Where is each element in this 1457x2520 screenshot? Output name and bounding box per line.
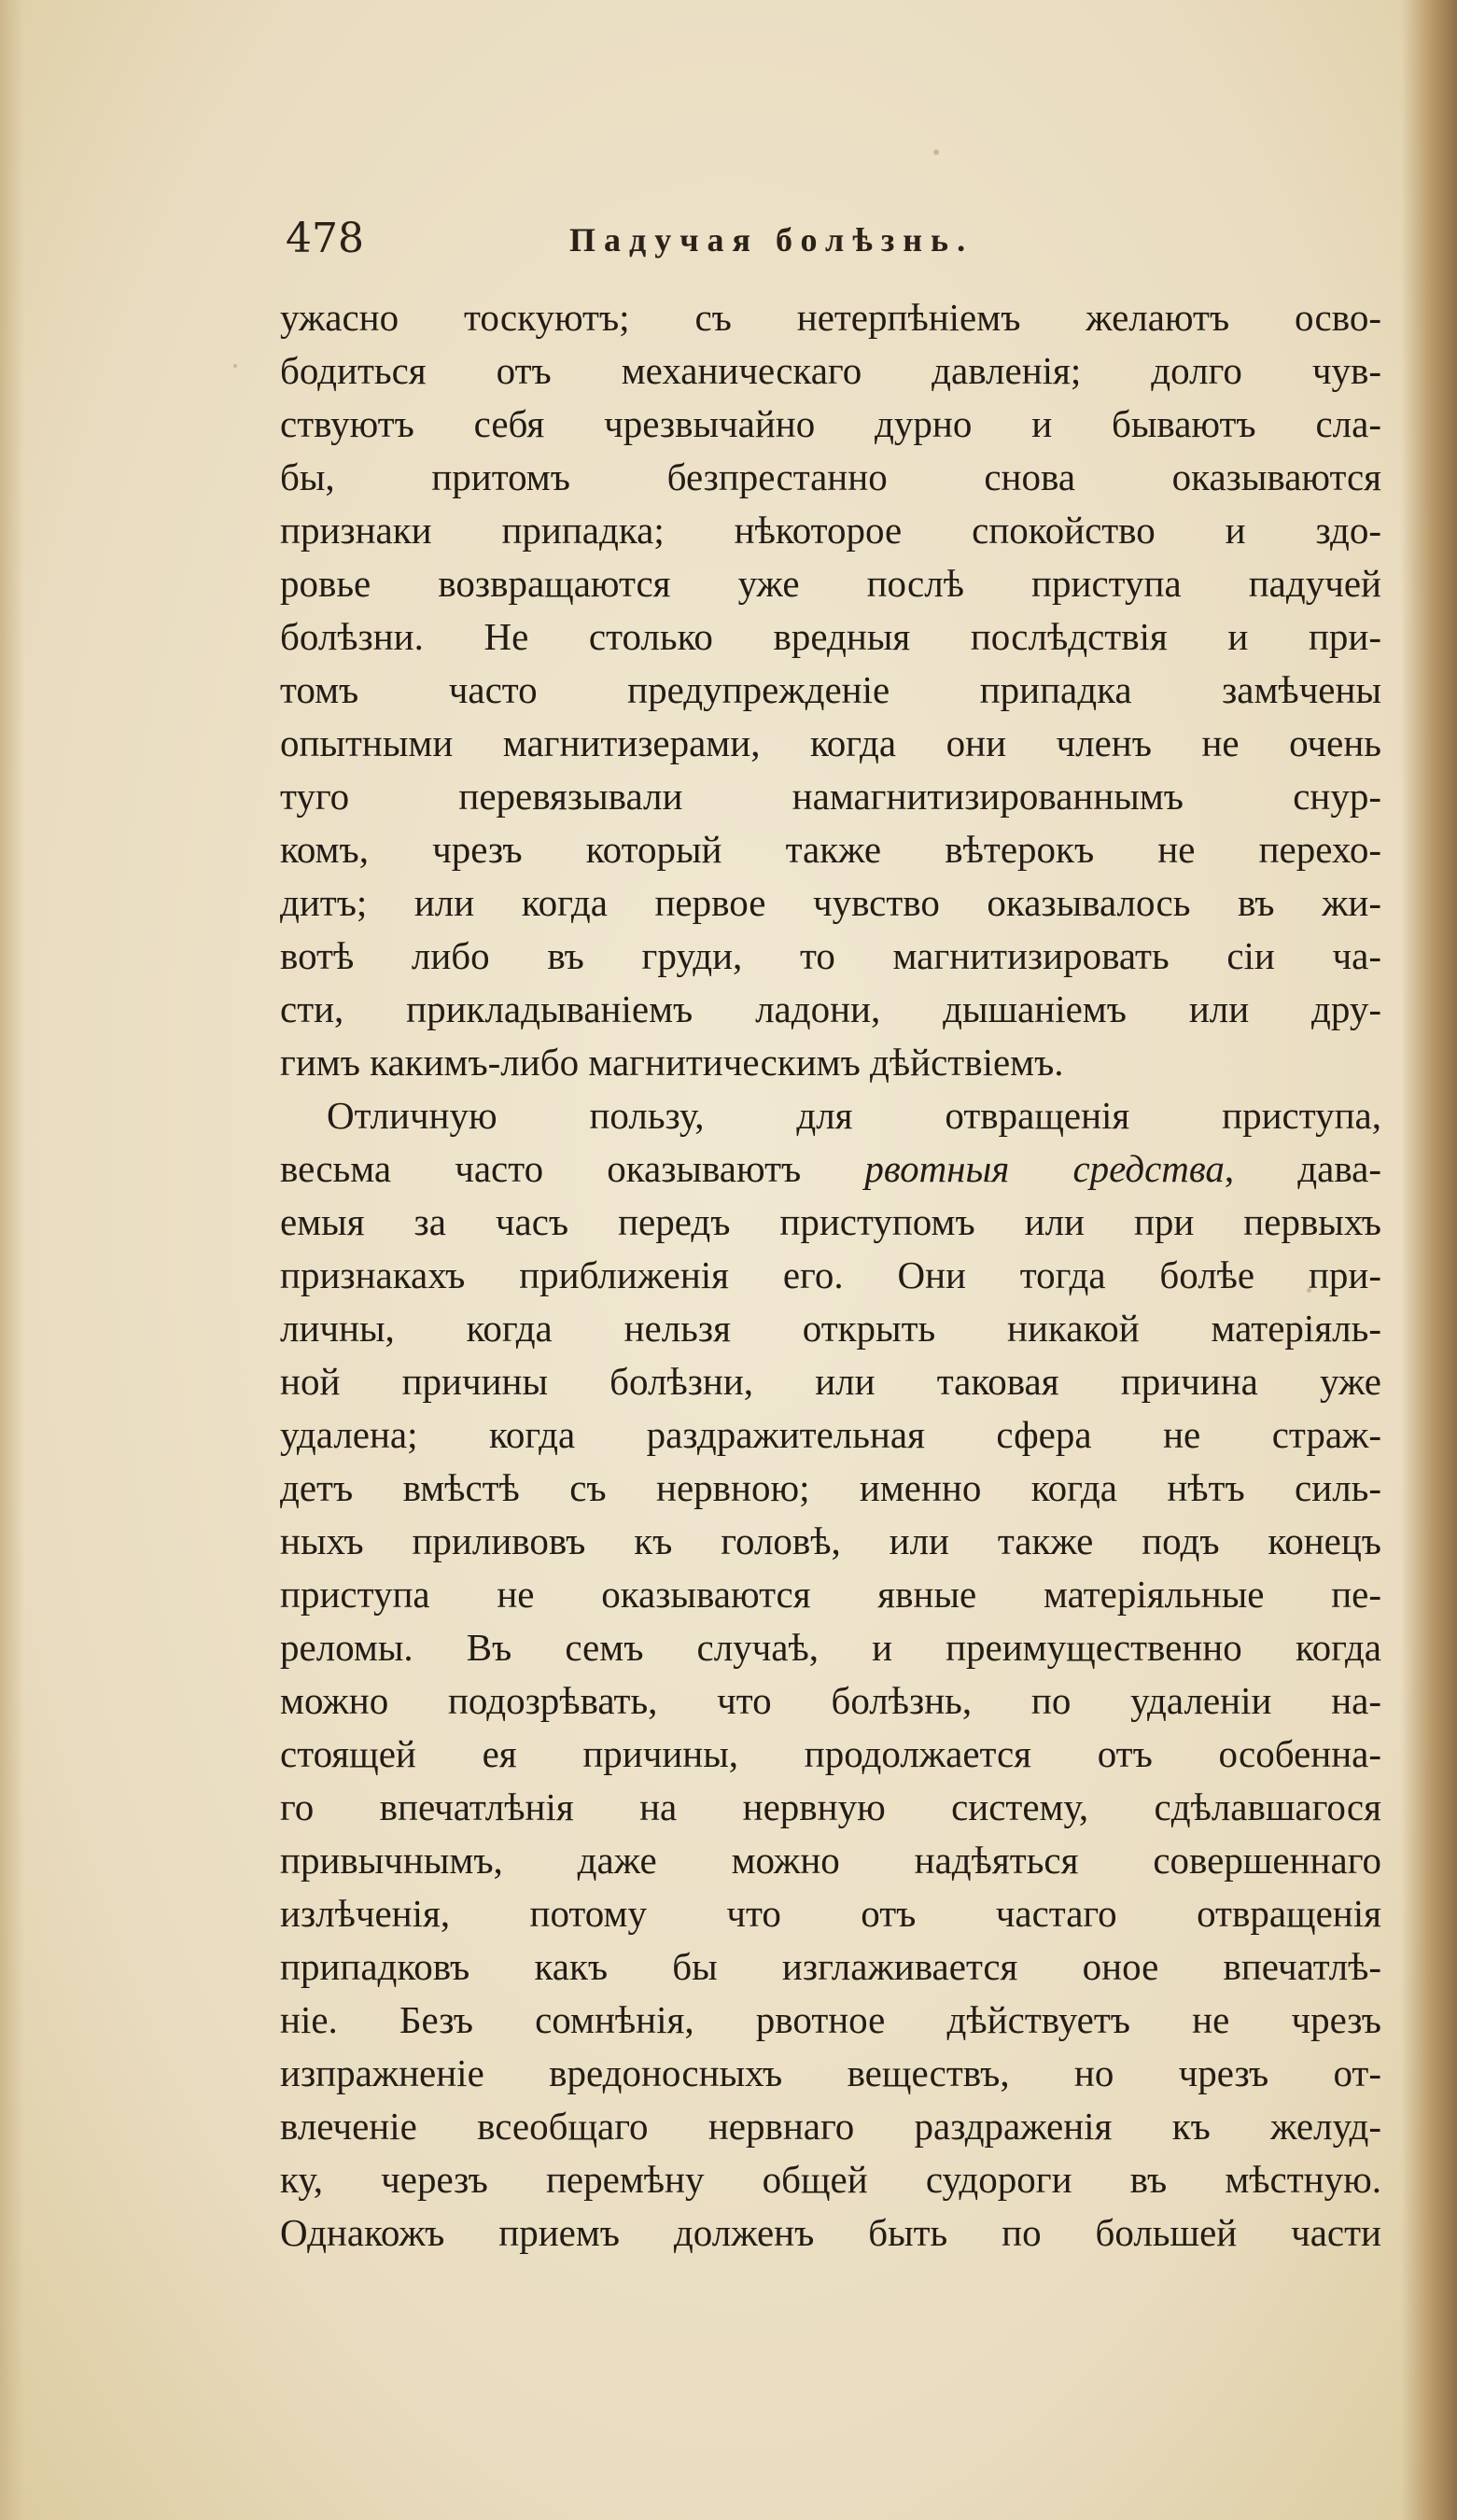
text-line: ныхъ приливовъ къ головѣ, или также подъ конецъ <box>280 1519 1381 1562</box>
text-line: Отличную пользу, для отвращенія приступа, <box>327 1094 1381 1137</box>
text-line: гимъ какимъ-либо магнитическимъ дѣйствіемъ. <box>280 1041 1064 1084</box>
text-line: детъ вмѣстѣ съ нервною; именно когда нѣтъ силь- <box>280 1466 1381 1509</box>
text-line: ствуютъ себя чрезвычайно дурно и бываютъ сла- <box>280 402 1381 445</box>
text-line: признаки припадка; нѣкоторое спокойство и здо- <box>280 509 1381 552</box>
text-line: туго перевязывали намагнитизированнымъ снур- <box>280 775 1381 818</box>
text-line: признакахъ приближенія его. Они тогда болѣе при- <box>280 1253 1381 1296</box>
text-line: личны, когда нельзя открыть никакой матеріяль- <box>280 1307 1381 1350</box>
text-line: приступа не оказываются явные матеріяльные пе- <box>280 1573 1381 1616</box>
text-line: влеченіе всеобщаго нервнаго раздраженія къ желуд- <box>280 2105 1381 2148</box>
text-line <box>280 1142 1381 1196</box>
text-line: опытными магнитизерами, когда они членъ не очень <box>280 721 1381 764</box>
body-text <box>280 291 1381 2260</box>
text-line: излѣченія, потому что отъ частаго отвращенія <box>280 1892 1381 1935</box>
text-line: дитъ; или когда первое чувство оказывалось въ жи- <box>280 881 1381 924</box>
text-line: го впечатлѣнія на нервную систему, сдѣлавшагося <box>280 1785 1381 1828</box>
text-line: емыя за часъ передъ приступомъ или при первыхъ <box>280 1200 1381 1243</box>
text-line: ку, черезъ перемѣну общей судороги въ мѣстную. <box>280 2158 1381 2201</box>
text-line: вотѣ либо въ груди, то магнитизировать сіи ча- <box>280 934 1381 977</box>
page-header <box>280 207 1381 273</box>
text-fragment: весьма часто оказываютъ <box>280 1147 865 1190</box>
text-line: болѣзни. Не столько вредныя послѣдствія и при- <box>280 615 1381 658</box>
text-line: сти, прикладываніемъ ладони, дышаніемъ или дру- <box>280 987 1381 1030</box>
page-right-edge <box>1401 0 1457 2520</box>
text-line: ніе. Безъ сомнѣнія, рвотное дѣйствуетъ не чрезъ <box>280 1998 1381 2041</box>
text-line: ровье возвращаются уже послѣ приступа падучей <box>280 562 1381 605</box>
text-line: ужасно тоскуютъ; съ нетерпѣніемъ желаютъ осво- <box>280 296 1381 339</box>
page-number: 478 <box>286 215 364 262</box>
paper-speck <box>233 364 237 368</box>
paragraph-2 <box>280 1089 1381 2260</box>
text-line: можно подозрѣвать, что болѣзнь, по удаленіи на- <box>280 1679 1381 1722</box>
text-line: припадковъ какъ бы изглаживается оное впечатлѣ- <box>280 1945 1381 1988</box>
paragraph-1 <box>280 291 1381 1089</box>
text-line: удалена; когда раздражительная сфера не страж- <box>280 1413 1381 1456</box>
text-line: привычнымъ, даже можно надѣяться совершеннаго <box>280 1839 1381 1882</box>
text-line: стоящей ея причины, продолжается отъ особенна- <box>280 1732 1381 1775</box>
text-line: комъ, чрезъ который также вѣтерокъ не перехо- <box>280 828 1381 871</box>
paper-speck <box>933 149 939 155</box>
text-line: изпражненіе вредоносныхъ веществъ, но чрезъ от- <box>280 2051 1381 2094</box>
text-line: томъ часто предупрежденіе припадка замѣчены <box>280 668 1381 711</box>
page-left-shadow <box>0 0 24 2520</box>
text-line: ной причины болѣзни, или таковая причина уже <box>280 1360 1381 1403</box>
running-title: Падучая болѣзнь. <box>569 221 974 259</box>
text-line: бодиться отъ механическаго давленія; долго чув- <box>280 349 1381 392</box>
text-fragment: , дава- <box>1224 1147 1381 1190</box>
text-line: Однакожъ приемъ долженъ быть по большей части <box>280 2211 1381 2254</box>
text-line: бы, притомъ безпрестанно снова оказываются <box>280 455 1381 498</box>
italic-term: рвотныя средства <box>864 1147 1225 1190</box>
text-line: реломы. Въ семъ случаѣ, и преимущественно когда <box>280 1626 1381 1669</box>
